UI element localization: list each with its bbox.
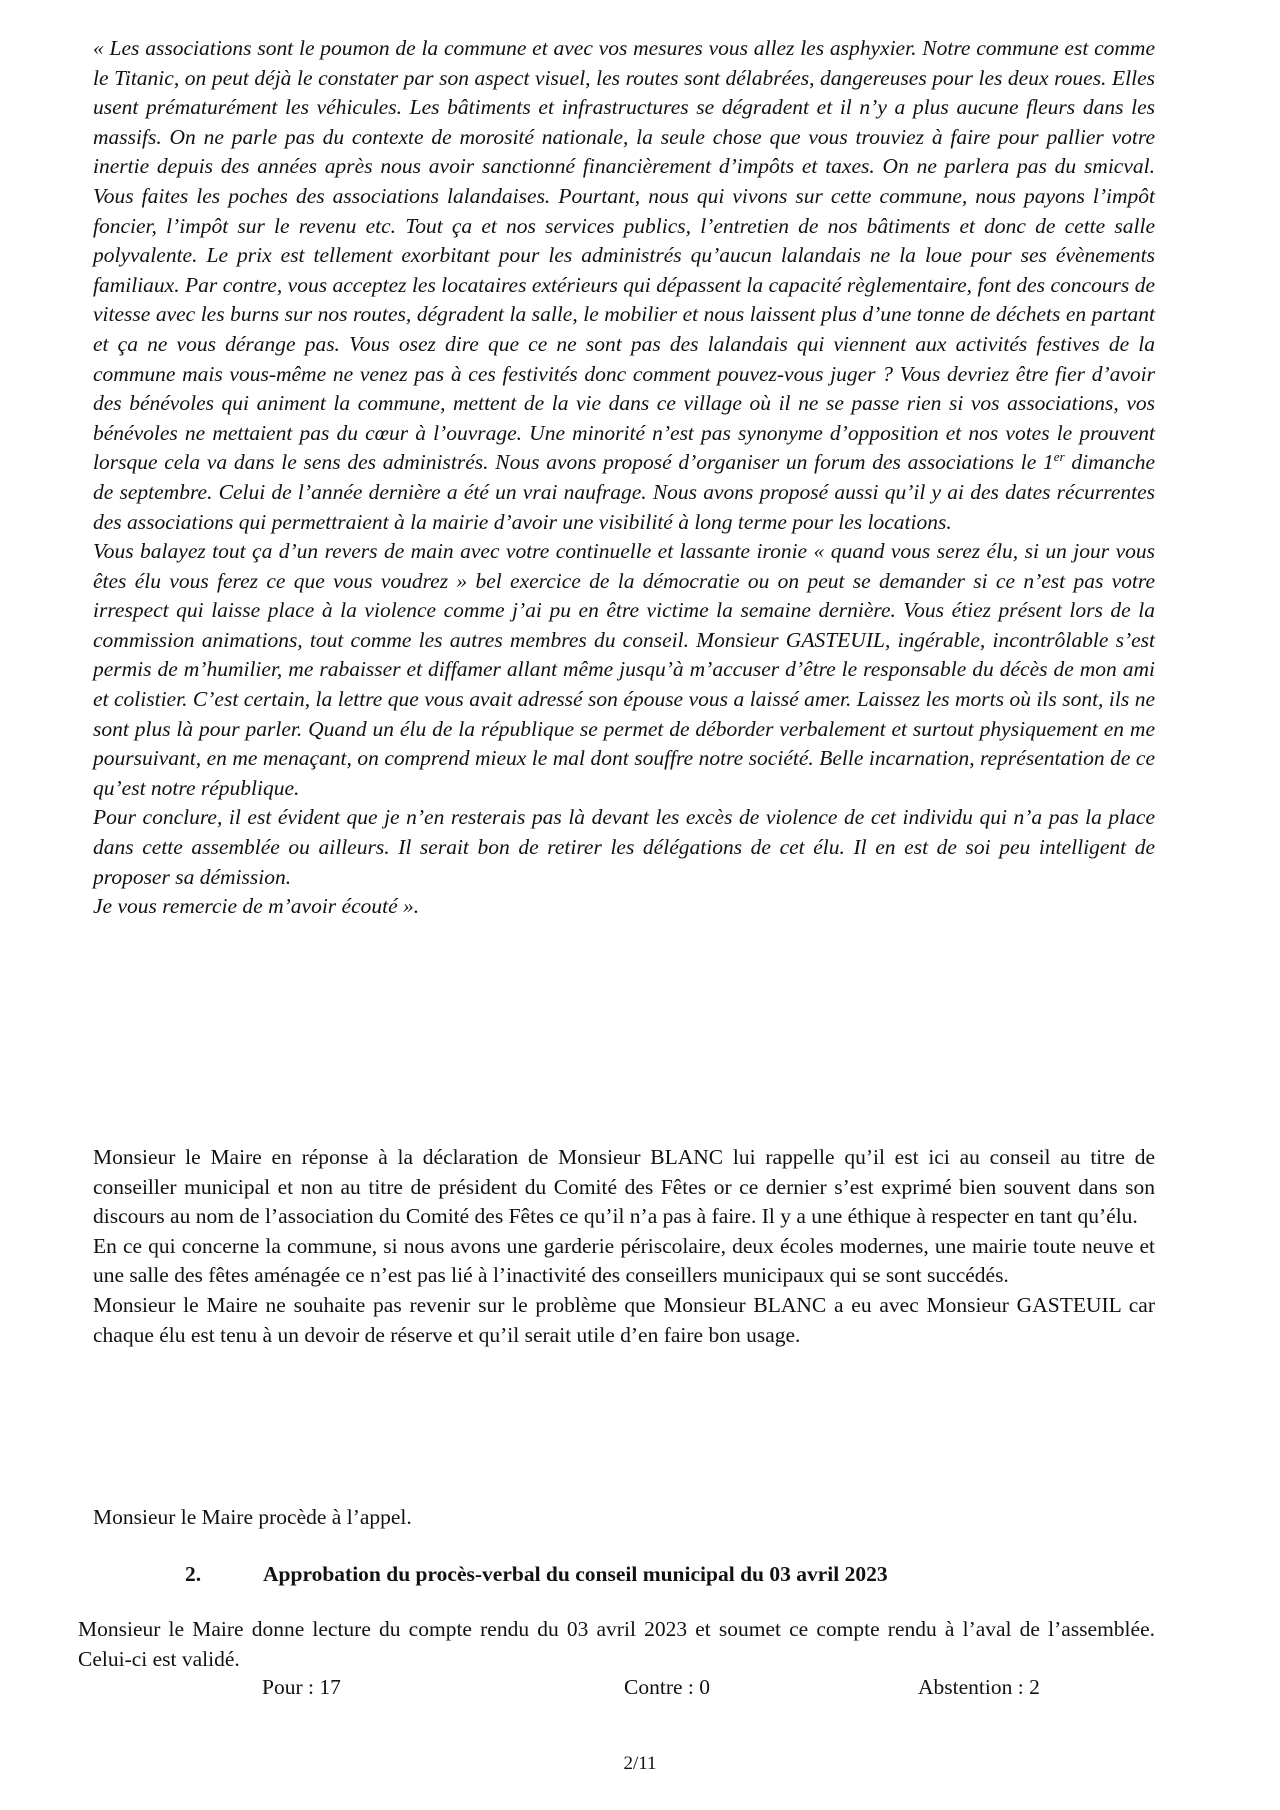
quote-paragraph-1 [93,34,1155,537]
section-title: Approbation du procès-verbal du conseil municipal du 03 avril 2023 [263,1562,888,1586]
reply-paragraph-2: En ce qui concerne la commune, si nous avons une garderie périscolaire, deux écoles modernes, une mairie toute neuve et une salle des fêtes aménagée ce n’est pas lié à l’inactivité des conseillers municipaux qui se sont succédés. [93,1233,1155,1288]
page-number: 2/11 [623,1753,657,1774]
section-number: 2. [185,1562,202,1586]
section-text: Monsieur le Maire donne lecture du compte rendu du 03 avril 2023 et soumet ce compte rendu à l’aval de l’assemblée. Celui-ci est validé. [78,1617,1155,1671]
superscript-er: er [1053,449,1065,465]
mayor-reply [93,1143,1155,1350]
vote-abstention: Abstention : 2 [918,1675,1040,1699]
vote-pour: Pour : 17 [262,1675,341,1699]
vote-contre: Contre : 0 [624,1675,710,1699]
section-heading [185,1560,1185,1590]
quote-paragraph-3: Pour conclure, il est évident que je n’en resterais pas là devant les excès de violence de cet individu qui n’a pas la place dans cette assemblée ou ailleurs. Il serait bon de retirer les délégations de cet élu. Il en est de soi peu intelligent de proposer sa démission. [93,805,1155,889]
quote-paragraph-1-part-a: « Les associations sont le poumon de la commune et avec vos mesures vous allez les asphyxier. Notre commune est comme le Titanic, on peut déjà le constater par son aspect visuel, les routes sont délabrées, dangereuses pour les deux roues. Elles usent prématurément les véhicules. Les bâtiments et infrastructures se dégradent et il n’y a plus aucune fleurs dans les massifs. On ne parle pas du contexte de morosité nationale, la seule chose que vous trouviez à faire pour pallier votre inertie depuis des années après nous avoir sanctionné financièrement d’impôts et taxes. On ne parlera pas du smicval. Vous faites les poches des associations lalandaises. Pourtant, nous qui vivons sur cette commune, nous payons l’impôt foncier, l’impôt sur le revenu etc. Tout ça et nos services publics, l’entretien de nos bâtiments et donc de cette salle polyvalente. Le prix est tellement exorbitant pour les administrés qu’aucun lalandais ne la loue pour ses évènements familiaux. Par contre, vous acceptez les locataires extérieurs qui dépassent la capacité règlementaire, font des concours de vitesse avec les burns sur nos routes, dégradent la salle, le mobilier et nous laissent plus d’une tonne de déchets en partant et ça ne vous dérange pas. Vous osez dire que ce ne sont pas des lalandais qui viennent aux activités festives de la commune mais vous-même ne venez pas à ces festivités donc comment pouvez-vous juger ? Vous devriez être fier d’avoir des bénévoles qui animent la commune, mettent de la vie dans ce village où il ne se passe rien si vos associations, vos bénévoles ne mettaient pas du cœur à l’ouvrage. Une minorité n’est pas synonyme d’opposition et nos votes le prouvent lorsque cela va dans le sens des administrés. Nous avons proposé d’organiser un forum des associations le 1 [93,36,1155,475]
quote-paragraph-1-part-b: dimanche de septembre. Celui de l’année dernière a été un vrai naufrage. Nous avons proposé aussi qu’il y ai des dates récurrentes des associations qui permettraient à la mairie d’avoir une visibilité à long terme pour les locations. [93,450,1155,534]
reply-paragraph-1: Monsieur le Maire en réponse à la déclaration de Monsieur BLANC lui rappelle qu’il est ici au conseil au titre de conseiller municipal et non au titre de président du Comité des Fêtes or ce dernier s’est exprimé bien souvent dans son discours au nom de l’association du Comité des Fêtes ce qu’il n’a pas à faire. Il y a une éthique à respecter en tant qu’élu. [93,1145,1155,1229]
declaration-quote [93,34,1155,922]
reply-paragraph-3: Monsieur le Maire ne souhaite pas revenir sur le problème que Monsieur BLANC a eu avec Monsieur GASTEUIL car chaque élu est tenu à un devoir de réserve et qu’il serait utile d’en faire bon usage. [93,1292,1155,1347]
quote-paragraph-2: Vous balayez tout ça d’un revers de main avec votre continuelle et lassante ironie « quand vous serez élu, si un jour vous êtes élu vous ferez ce que vous voudrez » bel exercice de la démocratie ou on peut se demander si ce n’est pas votre irrespect qui laisse place à la violence comme j’ai pu en être victime la semaine dernière. Vous étiez présent lors de la commission animations, tout comme les autres membres du conseil. Monsieur GASTEUIL, ingérable, incontrôlable s’est permis de m’humilier, me rabaisser et diffamer allant même jusqu’à m’accuser d’être le responsable du décès de mon ami et colistier. C’est certain, la lettre que vous avait adressé son épouse vous a laissé amer. Laissez les morts où ils sont, ils ne sont plus là pour parler. Quand un élu de la république se permet de déborder verbalement et surtout physiquement en me poursuivant, en me menaçant, on comprend mieux le mal dont souffre notre société. Belle incarnation, représentation de ce qu’est notre république. [93,539,1155,800]
quote-paragraph-4: Je vous remercie de m’avoir écouté ». [93,894,420,919]
roll-call-text: Monsieur le Maire procède à l’appel. [93,1505,412,1529]
